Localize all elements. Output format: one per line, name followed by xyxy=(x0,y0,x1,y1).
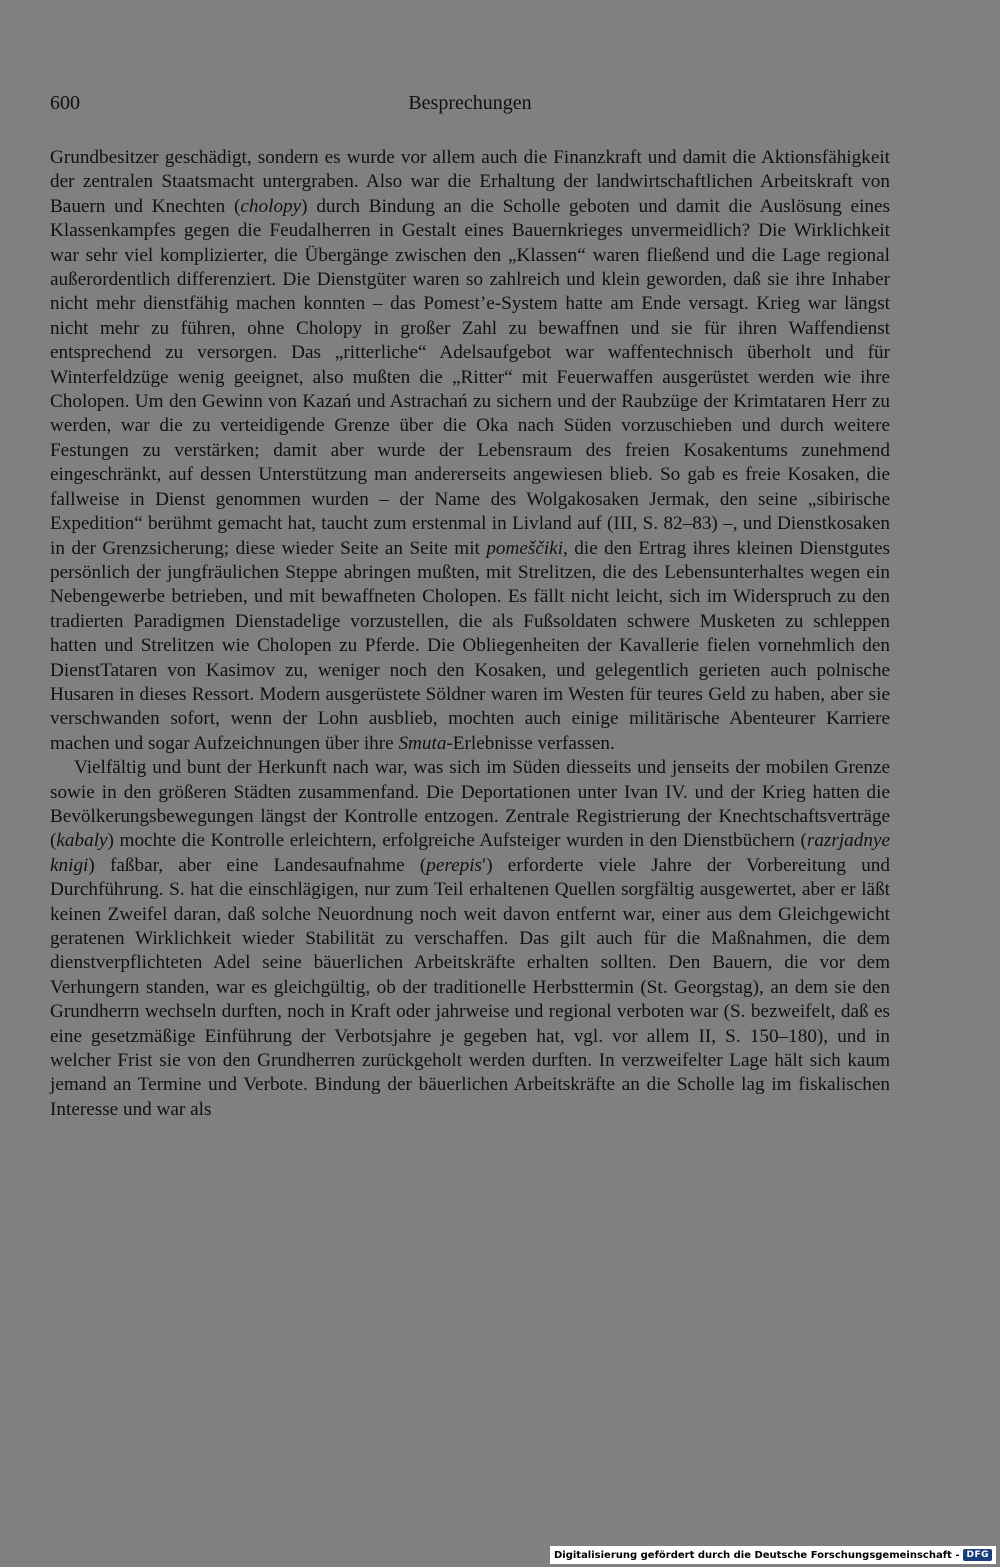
text-run: ʹ) erforderte viele Jahre der Vorbereitung und Durchführung. S. hat die einschlägigen, nur zum Teil erhaltenen Quellen sorgfältig ausgewertet, aber er läßt keinen Zweifel daran, daß solche Neuordnung noch weit davon entfernt war, einer aus dem Gleichgewicht geratenen Wirklichkeit wieder Stabilität zu verschaffen. Das gilt auch für die Maßnahmen, die dem dienstverpflichteten Adel seine bäuerlichen Arbeitskräfte erhalten sollten. Den Bauern, die vor dem Verhungern standen, war es gleichgültig, ob der traditionelle Herbsttermin (St. Georgstag), an dem sie den Grundherrn wechseln durften, noch in Kraft oder jahrweise und regional verboten war (S. bezweifelt, daß es eine gesetzmäßige Einführung der Verbotsjahre je gegeben hat, vgl. vor allem II, S. 150–180), und in welcher Frist sie von den Grundherren zurückgeholt werden durften. In verzweifelter Lage hält sich kaum jemand an Termine und Verbote. Bindung der bäuerlichen Arbeitskräfte an die Scholle lag im fiskalischen Interesse und war als xyxy=(50,854,890,1120)
italic-term: pomeščiki, xyxy=(486,537,568,559)
running-head: Besprechungen xyxy=(408,92,532,114)
italic-term: kabaly xyxy=(56,830,108,852)
text-run: ) mochte die Kontrolle erleichtern, erfolgreiche Aufsteiger wurden in den Dienstbüchern ( xyxy=(107,830,807,852)
text-run: Vielfältig und bunt der Herkunft nach war, was sich im Süden diesseits und jenseits der mobilen Grenze sowie in den größeren Städten zusammenfand. Die Deportationen unter Ivan IV. und der Krieg hatten die Bevölkerungsbewegungen längst der Kontrolle entzogen. Zentrale Registrierung der Knechtschaftsverträge ( xyxy=(50,757,890,852)
page-number: 600 xyxy=(50,92,80,114)
paragraph-1 xyxy=(50,146,890,756)
text-run: Grundbesitzer geschädigt, sondern es wurde vor allem auch die Finanzkraft und damit die Aktionsfähigkeit der zentralen Staatsmacht untergraben. Also war die Erhaltung der landwirtschaftlichen Arbeitskraft von Bauern und Knechten ( xyxy=(50,147,890,217)
dfg-funding-banner[interactable] xyxy=(550,1546,996,1564)
text-run: -Erlebnisse verfassen. xyxy=(446,732,615,754)
italic-term: razrjadnye knigi xyxy=(50,830,890,876)
text-run: die den Ertrag ihres kleinen Dienstgutes persönlich der jungfräulichen Steppe abringen mußten, mit Strelitzen, die des Lebensunterhaltes wegen ein Nebengewerbe betrieben, und mit bewaffneten Cholopen. Es fällt nicht leicht, sich im Widerspruch zu den tradierten Paradigmen Dienstadelige vorzustellen, die als Fußsoldaten schwere Musketen zu schleppen hatten und Strelitzen wie Cholopen zu Pferde. Die Obliegenheiten der Kavallerie fielen vornehmlich den DienstTataren von Kasimov zu, weniger noch den Kosaken, und gelegentlich gerieten auch polnische Husaren in dieses Ressort. Modern ausgerüstete Söldner waren im Westen für teures Geld zu haben, aber sie verschwanden sofort, wenn der Lohn ausblieb, mochten auch einige militärische Abenteurer Karriere machen und sogar Aufzeichnungen über ihre xyxy=(50,537,890,754)
dfg-logo-icon: DFG xyxy=(963,1549,992,1561)
italic-term: Smuta xyxy=(398,732,447,754)
italic-term: perepis xyxy=(426,854,483,876)
page-header xyxy=(50,92,890,120)
italic-term: cholopy xyxy=(240,195,302,217)
text-run: ) durch Bindung an die Scholle geboten und damit die Auslösung eines Klassenkampfes gegen die Feudalherren in Gestalt eines Bauernkrieges unvermeidlich? Die Wirklichkeit war sehr viel komplizierter, die Übergänge zwischen den „Klassen“ waren fließend und die Lage regional außerordentlich differenziert. Die Dienstgüter waren so zahlreich und klein geworden, daß sie ihre Inhaber nicht mehr dienstfähig machen konnten – das Pomest’e-System hatte am Ende versagt. Krieg war längst nicht mehr zu führen, ohne Cholopy in großer Zahl zu bewaffnen und sie für ihren Waffendienst entsprechend zu versorgen. Das „ritterliche“ Adelsaufgebot war waffentechnisch überholt und für Winterfeldzüge wenig geeignet, also mußten die „Ritter“ mit Feuerwaffen ausgerüstet werden wie ihre Cholopen. Um den Gewinn von Kazań und Astrachań zu sichern und der Raubzüge der Krimtataren Herr zu werden, war die zu verteidigende Grenze über die Oka nach Süden vorzuschieben und durch weitere Festungen zu verstärken; damit aber wurde der Lebensraum des freien Kosakentums zunehmend eingeschränkt, auf dessen Unterstützung man andererseits angewiesen blieb. So gab es freie Kosaken, die fallweise in Dienst genommen wurden – der Name des Wolgakosaken Jermak, den seine „sibirische Expedition“ berühmt gemacht hat, taucht zum erstenmal in Livland auf (III, S. 82–83) –, und Dienstkosaken in der Grenzsicherung; diese wieder Seite an Seite mit xyxy=(50,195,890,559)
text-run: ) faßbar, aber eine Landesaufnahme ( xyxy=(88,854,427,876)
body-text xyxy=(50,146,890,1122)
paragraph-2 xyxy=(50,756,890,1122)
funding-notice: Digitalisierung gefördert durch die Deutsche Forschungsgemeinschaft - xyxy=(553,1549,960,1561)
